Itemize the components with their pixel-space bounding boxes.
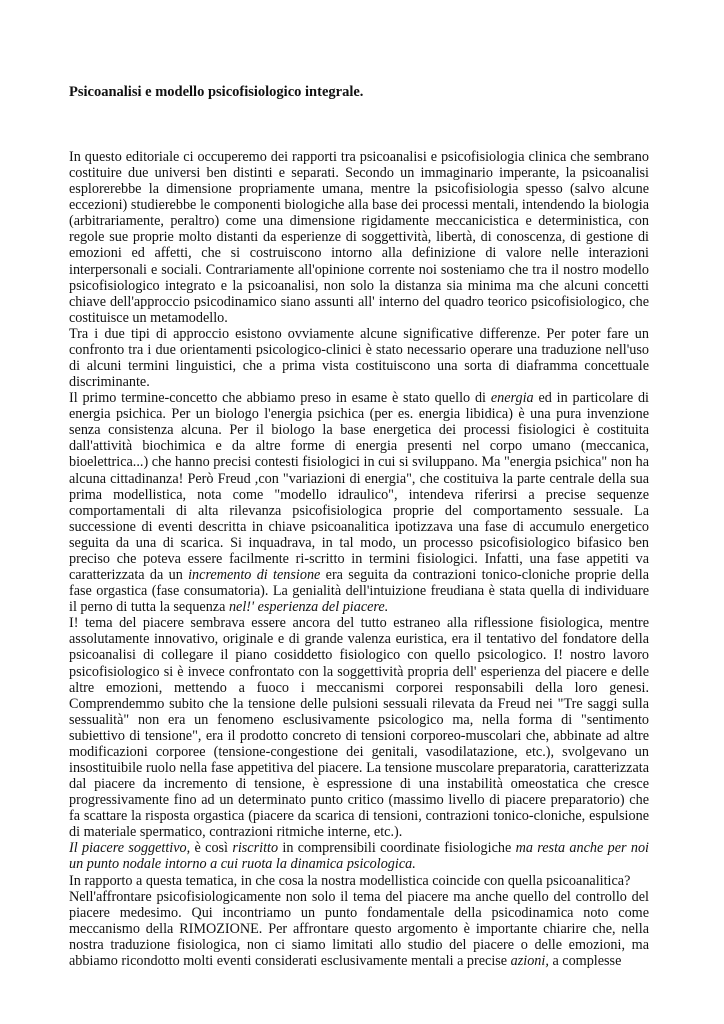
text-run: era seguita da contrazioni tonico-cloniche proprie della fase orgastica (fase consumatoria). La genialità dell'intuizione freudiana è stata quella di individuare il perno di tutta la sequenza: [69, 567, 649, 616]
body-paragraph: [69, 840, 649, 872]
body-paragraph: [69, 873, 649, 889]
body-paragraph: [69, 390, 649, 615]
text-run: In rapporto a questa tematica, in che cosa la nostra modellistica coincide con quella psicoanalitica?: [69, 872, 631, 889]
body-paragraph: [69, 889, 649, 969]
text-run: è così: [190, 840, 233, 857]
text-run: in comprensibili coordinate fisiologiche: [278, 840, 516, 857]
italic-text-run: energia: [490, 390, 534, 407]
text-run: Nell'affrontare psicofisiologicamente non solo il tema del piacere ma anche quello del controllo del piacere medesimo. Qui incontriamo un punto fondamentale della psicodinamica noto come meccanismo della RIMOZIONE. Per affrontare questo argomento è importante chiarire che, nella nostra traduzione fisiologica, non ci siamo limitati allo studio del piacere o delle emozioni, ma abbiamo ricondotto molti eventi considerati esclusivamente mentali a precise: [69, 888, 649, 969]
body-paragraph: [69, 149, 649, 326]
italic-text-run: riscritto: [232, 840, 279, 857]
italic-text-run: incremento di tensione: [188, 567, 321, 584]
document-title: Psicoanalisi e modello psicofisiologico integrale.: [69, 84, 364, 100]
italic-text-run: nel!' esperienza del piacere.: [228, 599, 389, 616]
text-run: Il primo termine-concetto che abbiamo preso in esame è stato quello di: [69, 390, 491, 407]
text-run: ed in particolare di energia psichica. Per un biologo l'energia psichica (per es. energia libidica) è una pura invenzione senza consistenza alcuna. Per il biologo la base energetica dei processi fisiologici è costituita dall'attività biochimica e da altre forme di energia presenti nel corpo umano (meccanica, bioelettrica...) che hanno precisi contesti fisiologici in cui si sviluppano. Ma "energia psichica" non ha alcuna cittadinanza! Però Freud ,con "variazioni di energia", che costituiva la parte centrale della sua prima modellistica, nota come "modello idraulico", intendeva riferirsi a precise sequenze comportamentali di alta rilevanza psicofisiologica proprie del comportamento sessuale. La successione di eventi descritta in chiave psicoanalitica ipotizzava una fase di accumulo energetico seguita da una di scarica. Si inquadrava, in tal modo, un processo psicofisiologico bifasico ben preciso che poteva essere facilmente ri-scritto in termini fisiologici. Infatti, una fase appetiti va caratterizzata da un: [69, 390, 649, 584]
italic-text-run: Il piacere soggettivo,: [69, 840, 191, 857]
text-run: a complesse: [548, 952, 622, 969]
text-run: Tra i due tipi di approccio esistono ovviamente alcune significative differenze. Per poter fare un confronto tra i due orientamenti psicologico-clinici è stato necessario operare una traduzione nell'uso di alcuni termini linguistici, che a prima vista costituiscono una sorta di diaframma concettuale discriminante.: [69, 325, 649, 391]
document-body: [69, 149, 649, 969]
text-run: In questo editoriale ci occuperemo dei rapporti tra psicoanalisi e psicofisiologia clinica che sembrano costituire due universi ben distinti e separati. Secondo un immaginario imperante, la psicoanalisi esplorerebbe la dimensione propriamente umana, mentre la psicofisiologia spesso (salvo alcune eccezioni) studierebbe le componenti biologiche alla base dei processi mentali, intendendo la biologia (arbitrariamente, peraltro) come una dimensione rigidamente meccanicistica e deterministica, con regole sue proprie molto distanti da esperienze di soggettività, libertà, di conoscenza, di gestione di emozioni ed affetti, che si costruiscono intorno alla definizione di valore nelle interazioni interpersonali e sociali. Contrariamente all'opinione corrente noi sosteniamo che tra il nostro modello psicofisiologico integrato e la psicoanalisi, non solo la distanza sia minima ma che alcuni concetti chiave dell'approccio psicodinamico siano assunti all' interno del quadro teorico psicofisiologico, che costituisce un metamodello.: [69, 149, 649, 326]
italic-text-run: azioni,: [510, 952, 549, 969]
text-run: I! tema del piacere sembrava essere ancora del tutto estraneo alla riflessione fisiologica, mentre assolutamente innovativo, originale e di grande valenza euristica, era il tentativo del fondatore della psicoanalisi di collegare il piano cosiddetto fisiologico con quello psicologico. I! nostro lavoro psicofisiologico si è invece confrontato con la soggettività propria dell' esperienza del piacere e delle altre emozioni, mettendo a fuoco i meccanismi corporei responsabili della loro genesi. Comprendemmo subito che la tensione delle pulsioni sessuali rilevata da Freud nei "Tre saggi sulla sessualità" non era un fenomeno esclusivamente psicologico ma, nella forma di "sentimento subiettivo di tensione", era il prodotto concreto di tensioni corporeo-muscolari che, abbinate ad altre modificazioni corporee (tensione-congestione dei genitali, vasodilatazione, etc.), svolgevano un insostituibile ruolo nella fase appetitiva del piacere. La tensione muscolare preparatoria, caratterizzata dal piacere da incremento di tensione, è espressione di una instabilità omeostatica che cresce progressivamente fino ad un determinato punto critico (massimo livello di piacere preparatorio) che fa scattare la risposta orgastica (piacere da scarica di tensioni, contrazioni tonico-cloniche, espulsione di materiale spermatico, contrazioni ritmiche interne, etc.).: [69, 615, 649, 841]
body-paragraph: [69, 615, 649, 840]
italic-text-run: ma resta anche per noi un punto nodale intorno a cui ruota la dinamica psicologica.: [69, 840, 649, 873]
body-paragraph: [69, 326, 649, 390]
